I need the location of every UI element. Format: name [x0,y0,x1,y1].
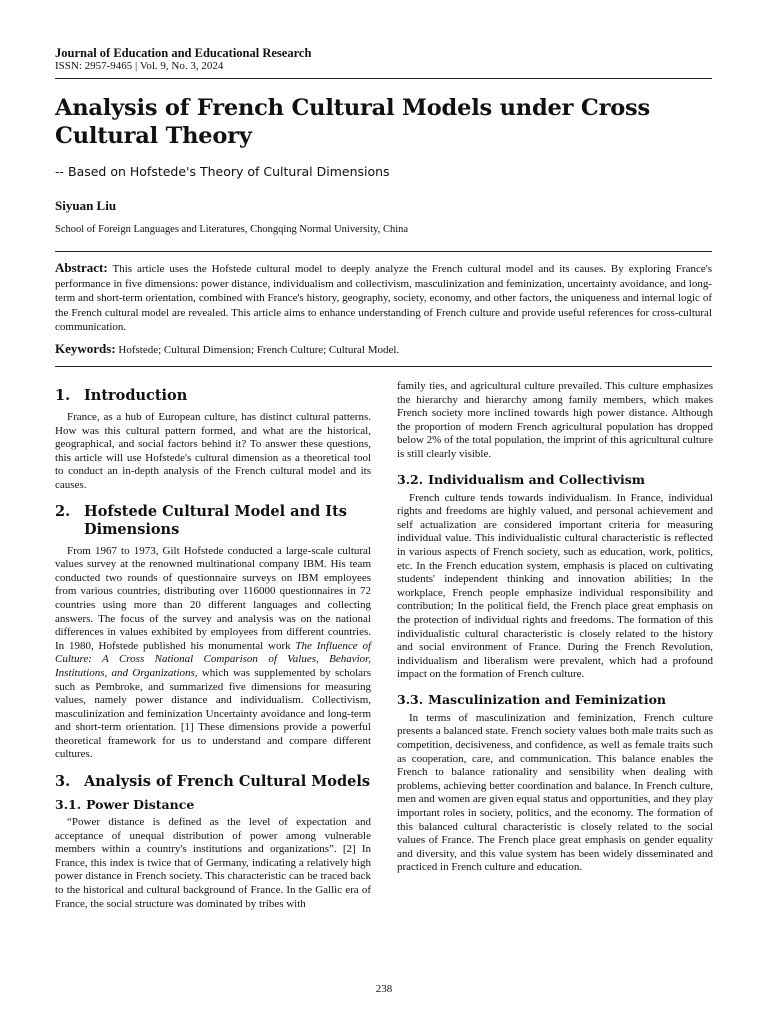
paper-subtitle: -- Based on Hofstede's Theory of Cultural Dimensions [55,164,390,179]
section-title: Analysis of French Cultural Models [84,773,371,791]
keywords-text: Hofstede; Cultural Dimension; French Culture; Cultural Model. [118,344,400,356]
abstract-label: Abstract: [55,260,108,275]
right-column [397,380,713,875]
section-title: Introduction [84,387,188,404]
abstract-text: This article uses the Hofstede cultural model to deeply analyze the French cultural model and its causes. By exploring France's performance in five dimensions: power distance, individualism and collectivism, masculinization and feminization, uncertainty avoidance, and long-term and short-term orientation, combined with France's history, geography, society, economy, and other factors, the uniqueness and internal logic of the French cultural model are revealed. This article aims to enhance understanding of French culture and provide useful references for cross-cultural communication. [55,263,712,334]
header-rule [55,78,712,79]
subsection-title: Individualism and Collectivism [428,471,646,487]
author-name: Siyuan Liu [55,198,117,213]
subsection-number: 3.3. [397,691,424,707]
abstract [55,261,712,335]
subsection-heading-masculinization [397,692,713,708]
masculinization-paragraph: In terms of masculinization and feminization, French culture presents a balanced state. French society values both male traits such as competition, decisiveness, and confidence, as well as female traits such as cooperation, care, and communication. This balance enables the French to balance rationality and sensibility when dealing with problems, achieving better coordination and balance. In French culture, men and women are given equal status and opportunities, and they play important roles in society, politics, and the economy. The formation of this balanced cultural characteristic is closely related to the social values of France. The French place great emphasis on gender equality and diversity, and this value system has been widely disseminated and practiced in French culture and education. [397,711,713,874]
section-number: 3. [55,773,71,791]
keywords-label: Keywords: [55,341,116,356]
page-number: 238 [375,983,393,995]
section-heading-hofstede-model [55,503,371,539]
book-title: The Influence of Culture: A Cross National Comparison of Values, Behavior, Institutions, and Organizations [55,639,371,679]
subsection-title: Power Distance [86,797,195,813]
hofstede-text-before: From 1967 to 1973, Gilt Hofstede conducted a large-scale cultural values survey at the renowned multinational company IBM. His team conducted two rounds of questionnaire surveys on IBM employees from various countries, distributing over 116000 questionnaires in 72 countries using more than 20 different languages and collecting answers. The focus of the survey and analysis was on the national differences in values exhibited by employees from different countries. In 1980, Hofstede published his monumental work [55,544,371,652]
power-distance-paragraph: “Power distance is defined as the level of expectation and acceptance of unequal distribution of power among vulnerable members within a country's institutions and organizations”. [2] In France, this index is twice that of Germany, indicating a relatively high power distance in French society. This characteristic can be traced back to the historical and cultural background of France. In the Gallic era of France, the social structure was dominated by tribes with [55,816,371,910]
individualism-paragraph: French culture tends towards individualism. In France, individual rights and freedoms are highly valued, and personal achievement and self actualization are considered important criteria for measuring individual value. This individualistic cultural characteristic is reflected in various aspects of French society, such as education, work, politics, etc. In the French education system, emphasis is placed on cultivating students' independent thinking and innovation abilities; In the workplace, French people emphasize individual responsibility and contribution; In the political field, the French place great emphasis on the protection of individual rights and freedoms. The formation of this individualistic cultural characteristic is closely related to the history and social environment of France. During the French Revolution, individualism and liberalism were prevalent, which had a profound impact on the formation of French culture. [397,491,713,681]
subsection-heading-individualism [397,472,713,488]
subsection-heading-power-distance [55,797,371,813]
section-title: Hofstede Cultural Model and Its Dimensions [84,502,347,538]
power-distance-continued: family ties, and agricultural culture prevailed. This culture emphasizes the hierarchy and hierarchy among family members, which makes French society more inclined towards high power distance. Although the proportion of modern French agricultural population has dropped below 2% of the total population, the imprint of this agricultural culture is still clearly visible. [397,380,713,460]
paper-title: Analysis of French Cultural Models under Cross Cultural Theory [55,95,650,149]
author-affiliation: School of Foreign Languages and Literatures, Chongqing Normal University, China [55,224,409,235]
abstract-bottom-rule [55,366,712,367]
intro-paragraph: France, as a hub of European culture, has distinct cultural patterns. How was this cultural pattern formed, and what are the historical, geographical, and social factors behind it? To answer these questions, this article will use Hofstede's cultural dimension as a theoretical tool to conduct an in-depth analysis of the French cultural model and its causes. [55,411,371,491]
journal-name: Journal of Education and Educational Research [55,46,312,60]
hofstede-paragraph [55,545,371,763]
section-number: 1. [55,387,71,404]
section-heading-introduction [55,387,371,405]
journal-issn: ISSN: 2957-9465 | Vol. 9, No. 3, 2024 [55,60,224,72]
subsection-number: 3.1. [55,797,82,813]
keywords [55,341,712,357]
left-column [55,380,371,911]
section-number: 2. [55,502,71,520]
subsection-title: Masculinization and Feminization [428,691,666,707]
subsection-number: 3.2. [397,471,424,487]
section-heading-analysis [55,773,371,791]
abstract-top-rule [55,251,712,252]
hofstede-text-after: , which was supplemented by scholars such as Pembroke, and summarized five dimensions for measuring values, namely power distance and individualism. Collectivism, masculinization and feminization Uncertainty avoidance and long-term and short-term orientation. [1] These dimensions provide a powerful theoretical framework for us to understand and compare different cultures. [55,666,371,761]
